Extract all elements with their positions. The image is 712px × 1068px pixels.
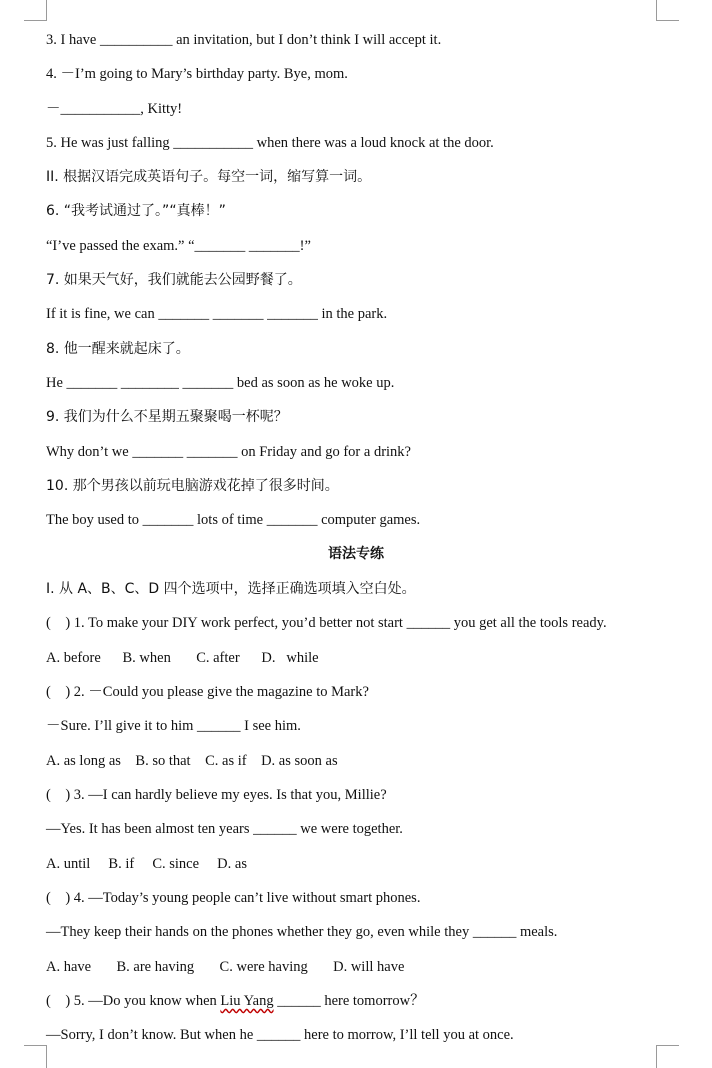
mc-question-2: ( ) 2. －Could you please give the magazine to Mark? bbox=[46, 684, 369, 700]
question-4: 4. －I’m going to Mary’s birthday party. Bye, mom. bbox=[46, 66, 348, 82]
crop-mark-bottom-left bbox=[24, 1045, 47, 1068]
spellcheck-flagged-name: Liu Yang bbox=[220, 993, 274, 1009]
question-4-reply: －___________, Kitty! bbox=[46, 101, 183, 117]
question-7-english: If it is fine, we can _______ _______ _______ in the park. bbox=[46, 306, 388, 322]
crop-mark-top-right bbox=[656, 0, 679, 21]
mc-question-4-options: A. have B. are having C. were having D. will have bbox=[46, 959, 405, 975]
crop-mark-top-left bbox=[24, 0, 47, 21]
question-8-english: He _______ ________ _______ bed as soon as he woke up. bbox=[46, 375, 395, 391]
mc-question-2-options: A. as long as B. so that C. as if D. as soon as bbox=[46, 753, 338, 769]
question-6-chinese: 6. “我考试通过了。”“真棒！” bbox=[46, 203, 226, 219]
question-9-english: Why don’t we _______ _______ on Friday and go for a drink? bbox=[46, 444, 411, 460]
mc-question-3: ( ) 3. —I can hardly believe my eyes. Is that you, Millie? bbox=[46, 787, 387, 803]
question-6-english: “I’ve passed the exam.” “_______ _______!” bbox=[46, 238, 311, 254]
section-2-instructions: II. 根据汉语完成英语句子。每空一词，缩写算一词。 bbox=[46, 169, 372, 185]
mc-question-5 bbox=[46, 991, 425, 1011]
mc-question-1: ( ) 1. To make your DIY work perfect, you’d better not start ______ you get all the tools ready. bbox=[46, 615, 607, 631]
mc-question-4: ( ) 4. —Today’s young people can’t live without smart phones. bbox=[46, 890, 421, 906]
mc-question-1-options: A. before B. when C. after D. while bbox=[46, 650, 319, 666]
question-7-chinese: 7. 如果天气好，我们就能去公园野餐了。 bbox=[46, 272, 302, 288]
mc-question-5-prefix: ( ) 5. —Do you know when bbox=[46, 993, 221, 1009]
crop-mark-bottom-right bbox=[656, 1045, 679, 1068]
section-title: 语法专练 bbox=[328, 546, 384, 562]
question-10-english: The boy used to _______ lots of time _______ computer games. bbox=[46, 512, 421, 528]
question-5: 5. He was just falling ___________ when there was a loud knock at the door. bbox=[46, 135, 494, 151]
question-10-chinese: 10. 那个男孩以前玩电脑游戏花掉了很多时间。 bbox=[46, 478, 339, 494]
mc-question-3-options: A. until B. if C. since D. as bbox=[46, 856, 247, 872]
mc-question-2-reply: －Sure. I’ll give it to him ______ I see him. bbox=[46, 718, 301, 734]
mc-question-5-suffix: ______ here tomorrow？ bbox=[273, 993, 425, 1009]
mc-question-5-reply: —Sorry, I don’t know. But when he ______ here to morrow, I’ll tell you at once. bbox=[46, 1027, 514, 1043]
question-8-chinese: 8. 他一醒来就起床了。 bbox=[46, 341, 190, 357]
question-9-chinese: 9. 我们为什么不星期五聚聚喝一杯呢？ bbox=[46, 409, 288, 425]
mc-question-4-reply: —They keep their hands on the phones whether they go, even while they ______ meals. bbox=[46, 924, 558, 940]
mc-question-3-reply: —Yes. It has been almost ten years ______ we were together. bbox=[46, 821, 403, 837]
grammar-instructions: I. 从 A、B、C、D 四个选项中，选择正确选项填入空白处。 bbox=[46, 581, 416, 597]
question-3: 3. I have __________ an invitation, but I don’t think I will accept it. bbox=[46, 32, 442, 48]
